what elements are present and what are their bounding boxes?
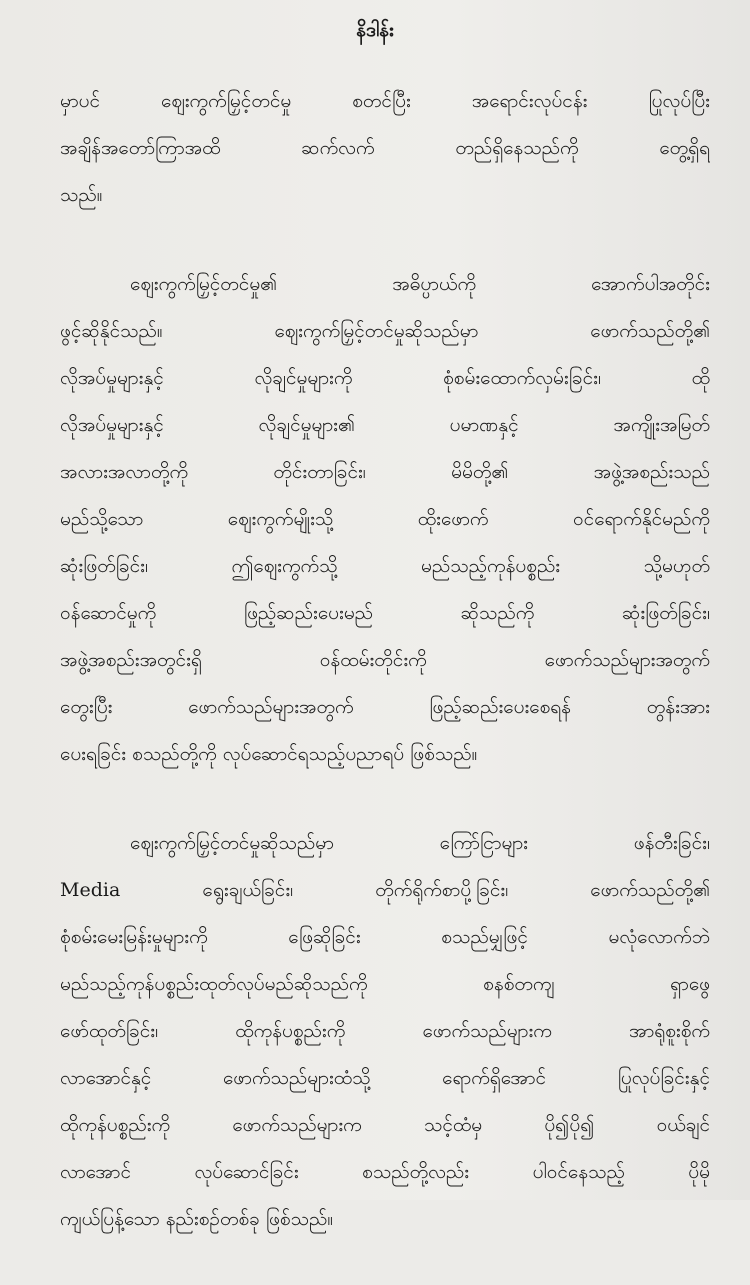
text-line: ပေးရခြင်း စသည်တို့ကို လုပ်ဆောင်ရသည့်ပညာရပ် ဖြစ်သည်။ [60, 743, 478, 765]
text-line: မည်သည့်ကုန်ပစ္စည်းထုတ်လုပ်မည်ဆိုသည်ကို စနစ်တကျ ရှာဖွေ [60, 973, 710, 995]
text-line: အဖွဲ့အစည်းအတွင်းရှိ ဝန်ထမ်းတိုင်းကို ဖောက်သည်များအတွက် [60, 649, 710, 671]
text-line: မည်သို့သော ဈေးကွက်မျိုးသို့ ထိုးဖောက် ဝင်ရောက်နိုင်မည်ကို [60, 508, 710, 530]
paragraph-1 [60, 78, 710, 219]
text-line: ဆုံးဖြတ်ခြင်း၊ ဤဈေးကွက်သို့ မည်သည့်ကုန်ပစ္စည်း သို့မဟုတ် [60, 555, 710, 577]
text-line: စုံစမ်းမေးမြန်းမှုများကို ဖြေဆိုခြင်း စသည်မျှဖြင့် မလုံလောက်ဘဲ [60, 926, 710, 948]
page-header-title: နိဒါန်း [356, 19, 394, 41]
text-line: ဖော်ထုတ်ခြင်း၊ ထိုကုန်ပစ္စည်းကို ဖောက်သည်များက အာရုံစူးစိုက် [60, 1020, 710, 1042]
paragraph-2 [60, 261, 710, 778]
text-line: သည်။ [60, 184, 103, 206]
text-line: လာအောင် လုပ်ဆောင်ခြင်း စသည်တို့လည်း ပါဝင်နေသည့် ပိုမို [60, 1161, 710, 1183]
text-line: ဈေးကွက်မြှင့်တင်မှုဆိုသည်မှာ ကြော်ငြာများ ဖန်တီးခြင်း၊ [130, 832, 710, 854]
text-line: လာအောင်နှင့် ဖောက်သည်များထံသို့ ရောက်ရှိအောင် ပြုလုပ်ခြင်းနှင့် [60, 1067, 710, 1089]
text-line: ကျယ်ပြန့်သော နည်းစဉ်တစ်ခု ဖြစ်သည်။ [60, 1208, 334, 1230]
text-line: လိုအပ်မှုများနှင့် လိုချင်မှုများ၏ ပမာဏနှင့် အကျိုးအမြတ် [60, 414, 710, 436]
text-line: Media ရွေးချယ်ခြင်း၊ တိုက်ရိုက်စာပို့ခြင်း၊ ဖောက်သည်တို့၏ [60, 879, 710, 901]
text-line: ထိုကုန်ပစ္စည်းကို ဖောက်သည်များက သင့်ထံမှ ပို၍ပို၍ ဝယ်ချင် [60, 1114, 710, 1136]
text-line: ဈေးကွက်မြှင့်တင်မှု၏ အဓိပ္ပာယ်ကို အောက်ပါအတိုင်း [130, 273, 710, 295]
text-line: လိုအပ်မှုများနှင့် လိုချင်မှုများကို စုံစမ်းထောက်လှမ်းခြင်း၊ ထို [60, 367, 710, 389]
text-line: ဝန်ဆောင်မှုကို ဖြည့်ဆည်းပေးမည် ဆိုသည်ကို ဆုံးဖြတ်ခြင်း၊ [60, 602, 710, 624]
text-line: မှာပင် ဈေးကွက်မြှင့်တင်မှု စတင်ပြီး အရောင်းလုပ်ငန်း ပြုလုပ်ပြီး [60, 90, 710, 112]
page-body [60, 78, 710, 1285]
text-line: ဖွင့်ဆိုနိုင်သည်။ ဈေးကွက်မြှင့်တင်မှုဆိုသည်မှာ ဖောက်သည်တို့၏ [60, 320, 710, 342]
paragraph-3 [60, 820, 710, 1243]
text-line: အလားအလာတို့ကို တိုင်းတာခြင်း၊ မိမိတို့၏ အဖွဲ့အစည်းသည် [60, 461, 710, 483]
text-line: အချိန်အတော်ကြာအထိ ဆက်လက် တည်ရှိနေသည်ကို တွေ့ရှိရ [60, 137, 710, 159]
text-line: တွေးပြီး ဖောက်သည်များအတွက် ဖြည့်ဆည်းပေးစေရန် တွန်းအား [60, 696, 710, 718]
